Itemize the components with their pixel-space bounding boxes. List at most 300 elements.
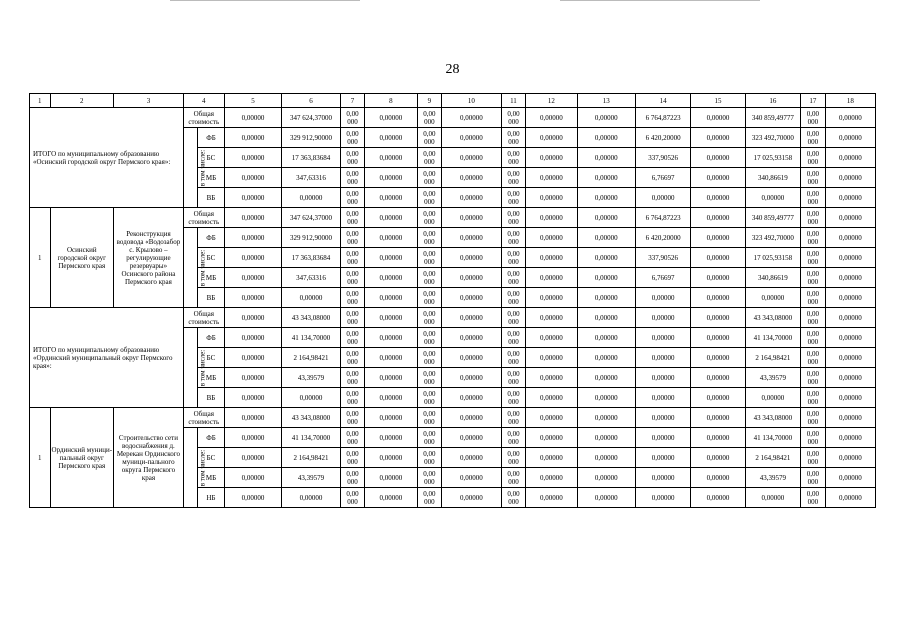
header-row (30, 94, 876, 108)
value-cell: 0,00000 (526, 328, 577, 348)
within-label: в том числе: (198, 449, 207, 486)
value-cell: 0,00 000 (417, 468, 442, 488)
value-cell: 0,00000 (635, 288, 690, 308)
top-rule-left (170, 0, 360, 1)
source-label: БС (198, 448, 225, 468)
within-label: в том числе: (198, 249, 207, 286)
value-cell: 0,00000 (224, 348, 281, 368)
value-cell: 41 134,70000 (282, 328, 340, 348)
within-label-cell (183, 328, 207, 408)
value-cell: 17 025,93158 (745, 148, 800, 168)
value-cell: 0,00000 (365, 328, 417, 348)
value-cell: 0,00000 (691, 168, 745, 188)
value-cell: 43,39579 (282, 368, 340, 388)
value-cell: 41 134,70000 (282, 428, 340, 448)
value-cell: 0,00000 (442, 348, 501, 368)
value-cell: 0,00000 (442, 468, 501, 488)
value-cell: 0,00 000 (801, 448, 826, 468)
value-cell: 0,00000 (691, 228, 745, 248)
item-number: 1 (30, 208, 51, 308)
value-cell: 0,00 000 (417, 348, 442, 368)
value-cell: 0,00000 (577, 128, 635, 148)
value-cell: 323 492,70000 (745, 128, 800, 148)
value-cell: 0,00 000 (340, 428, 365, 448)
value-cell: 0,00000 (577, 448, 635, 468)
value-cell: 0,00 000 (340, 128, 365, 148)
value-cell: 0,00000 (526, 308, 577, 328)
source-label: БС (198, 348, 225, 368)
value-cell: 0,00000 (745, 388, 800, 408)
value-cell: 0,00000 (442, 328, 501, 348)
value-cell: 0,00 000 (417, 268, 442, 288)
source-label: МБ (198, 468, 225, 488)
value-cell: 0,00000 (635, 448, 690, 468)
value-cell: 0,00000 (224, 208, 281, 228)
value-cell: 0,00000 (442, 268, 501, 288)
value-cell: 0,00000 (691, 308, 745, 328)
value-cell: 0,00 000 (501, 248, 526, 268)
header-cell: 10 (442, 94, 501, 108)
value-cell: 0,00000 (442, 388, 501, 408)
within-label-cell (183, 428, 207, 508)
value-cell: 0,00 000 (501, 208, 526, 228)
header-cell: 5 (224, 94, 281, 108)
value-cell: 0,00 000 (340, 148, 365, 168)
value-cell: 0,00 000 (501, 348, 526, 368)
value-cell: 0,00000 (825, 488, 875, 508)
value-cell: 340,86619 (745, 168, 800, 188)
value-cell: 0,00000 (526, 348, 577, 368)
value-cell: 0,00 000 (340, 248, 365, 268)
value-cell: 6,76697 (635, 168, 690, 188)
value-cell: 0,00000 (526, 228, 577, 248)
value-cell: 0,00000 (825, 208, 875, 228)
value-cell: 0,00000 (224, 448, 281, 468)
value-cell: 0,00 000 (501, 148, 526, 168)
value-cell: 340 859,49777 (745, 208, 800, 228)
value-cell: 0,00000 (577, 408, 635, 428)
value-cell: 347,63316 (282, 168, 340, 188)
value-cell: 0,00 000 (501, 108, 526, 128)
total-row (30, 308, 876, 328)
value-cell: 0,00000 (526, 108, 577, 128)
value-cell: 0,00000 (526, 448, 577, 468)
value-cell: 0,00 000 (340, 348, 365, 368)
value-cell: 6 420,20000 (635, 128, 690, 148)
value-cell: 0,00000 (442, 188, 501, 208)
value-cell: 0,00000 (577, 348, 635, 368)
value-cell: 0,00000 (224, 108, 281, 128)
value-cell: 0,00000 (282, 388, 340, 408)
value-cell: 0,00000 (365, 128, 417, 148)
source-label: МБ (198, 168, 225, 188)
value-cell: 0,00 000 (801, 428, 826, 448)
value-cell: 0,00000 (365, 488, 417, 508)
value-cell: 0,00000 (442, 208, 501, 228)
value-cell: 0,00 000 (417, 188, 442, 208)
value-cell: 0,00000 (825, 448, 875, 468)
value-cell: 0,00000 (577, 268, 635, 288)
value-cell: 0,00000 (442, 248, 501, 268)
source-label: ФБ (198, 328, 225, 348)
value-cell: 337,90526 (635, 248, 690, 268)
value-cell: 0,00000 (526, 388, 577, 408)
source-label: Общая стоимость (183, 408, 224, 428)
value-cell: 0,00000 (635, 308, 690, 328)
value-cell: 0,00000 (691, 488, 745, 508)
value-cell: 0,00000 (224, 128, 281, 148)
value-cell: 43,39579 (282, 468, 340, 488)
value-cell: 0,00000 (442, 448, 501, 468)
value-cell: 0,00000 (442, 228, 501, 248)
value-cell: 0,00000 (825, 328, 875, 348)
value-cell: 0,00 000 (417, 228, 442, 248)
value-cell: 0,00000 (442, 108, 501, 128)
within-label-cell (183, 228, 207, 308)
value-cell: 0,00 000 (340, 468, 365, 488)
value-cell: 43 343,08000 (282, 308, 340, 328)
value-cell: 0,00000 (745, 488, 800, 508)
source-label: ФБ (198, 128, 225, 148)
value-cell: 0,00 000 (417, 388, 442, 408)
source-label: ФБ (198, 228, 225, 248)
value-cell: 17 363,83684 (282, 248, 340, 268)
value-cell: 0,00000 (224, 148, 281, 168)
value-cell: 0,00000 (691, 348, 745, 368)
header-cell: 2 (50, 94, 114, 108)
value-cell: 0,00 000 (501, 288, 526, 308)
value-cell: 0,00000 (691, 188, 745, 208)
value-cell: 0,00000 (365, 368, 417, 388)
value-cell: 0,00000 (635, 408, 690, 428)
value-cell: 2 164,98421 (745, 348, 800, 368)
value-cell: 0,00000 (825, 368, 875, 388)
value-cell: 0,00 000 (801, 348, 826, 368)
value-cell: 0,00 000 (501, 308, 526, 328)
item-number: 1 (30, 408, 51, 508)
header-cell: 14 (635, 94, 690, 108)
value-cell: 0,00 000 (801, 208, 826, 228)
value-cell: 0,00 000 (801, 188, 826, 208)
value-cell: 0,00 000 (417, 428, 442, 448)
value-cell: 0,00000 (825, 468, 875, 488)
value-cell: 337,90526 (635, 148, 690, 168)
value-cell: 0,00 000 (801, 268, 826, 288)
header-cell: 7 (340, 94, 365, 108)
value-cell: 0,00000 (691, 408, 745, 428)
value-cell: 0,00 000 (801, 148, 826, 168)
value-cell: 0,00000 (442, 168, 501, 188)
value-cell: 0,00 000 (340, 408, 365, 428)
value-cell: 0,00000 (825, 188, 875, 208)
value-cell: 0,00 000 (417, 128, 442, 148)
within-label-cell (183, 128, 207, 208)
value-cell: 0,00000 (825, 248, 875, 268)
value-cell: 340 859,49777 (745, 108, 800, 128)
value-cell: 0,00000 (365, 288, 417, 308)
total-title: ИТОГО по муниципальному образованию «Осинский городской округ Пермского края»: (30, 108, 184, 208)
value-cell: 0,00 000 (340, 208, 365, 228)
top-rule-right (560, 0, 760, 1)
value-cell: 0,00 000 (501, 468, 526, 488)
value-cell: 0,00000 (224, 248, 281, 268)
value-cell: 0,00000 (577, 428, 635, 448)
value-cell: 0,00000 (577, 228, 635, 248)
value-cell: 0,00000 (224, 308, 281, 328)
value-cell: 0,00 000 (340, 268, 365, 288)
source-label: Общая стоимость (183, 308, 224, 328)
value-cell: 0,00000 (526, 288, 577, 308)
value-cell: 0,00 000 (501, 428, 526, 448)
value-cell: 0,00 000 (801, 308, 826, 328)
value-cell: 0,00000 (691, 328, 745, 348)
value-cell: 41 134,70000 (745, 328, 800, 348)
value-cell: 0,00000 (526, 428, 577, 448)
value-cell: 0,00 000 (801, 388, 826, 408)
value-cell: 0,00000 (365, 168, 417, 188)
value-cell: 0,00000 (825, 428, 875, 448)
header-cell: 18 (825, 94, 875, 108)
value-cell: 0,00000 (825, 228, 875, 248)
value-cell: 41 134,70000 (745, 428, 800, 448)
value-cell: 0,00000 (691, 448, 745, 468)
value-cell: 0,00000 (224, 328, 281, 348)
value-cell: 0,00 000 (501, 188, 526, 208)
value-cell: 0,00000 (635, 488, 690, 508)
value-cell: 0,00000 (365, 208, 417, 228)
header-cell: 8 (365, 94, 417, 108)
source-label: НБ (198, 488, 225, 508)
value-cell: 329 912,90000 (282, 228, 340, 248)
funding-table (29, 93, 876, 508)
value-cell: 0,00 000 (801, 488, 826, 508)
value-cell: 0,00000 (365, 248, 417, 268)
value-cell: 17 025,93158 (745, 248, 800, 268)
value-cell: 0,00 000 (501, 448, 526, 468)
funding-table-wrapper (29, 93, 876, 508)
value-cell: 0,00 000 (340, 188, 365, 208)
header-cell: 3 (114, 94, 184, 108)
page-number: 28 (445, 62, 460, 77)
value-cell: 0,00 000 (501, 268, 526, 288)
value-cell: 0,00000 (691, 288, 745, 308)
value-cell: 0,00000 (365, 308, 417, 328)
value-cell: 0,00000 (691, 268, 745, 288)
value-cell: 340,86619 (745, 268, 800, 288)
value-cell: 0,00000 (635, 188, 690, 208)
value-cell: 0,00 000 (340, 448, 365, 468)
value-cell: 0,00 000 (340, 308, 365, 328)
value-cell: 0,00000 (577, 248, 635, 268)
value-cell: 0,00000 (691, 368, 745, 388)
value-cell: 0,00 000 (417, 488, 442, 508)
value-cell: 0,00 000 (501, 328, 526, 348)
object-name: Реконструкция водовода «Водозабор с. Крылово – регулирующие резервуары» Осинского района Пермского края (114, 208, 184, 308)
value-cell: 0,00000 (224, 228, 281, 248)
value-cell: 0,00000 (577, 308, 635, 328)
value-cell: 43,39579 (745, 468, 800, 488)
value-cell: 0,00 000 (501, 408, 526, 428)
value-cell: 0,00 000 (801, 248, 826, 268)
value-cell: 0,00000 (577, 148, 635, 168)
value-cell: 0,00000 (825, 108, 875, 128)
value-cell: 0,00000 (526, 148, 577, 168)
value-cell: 2 164,98421 (745, 448, 800, 468)
value-cell: 0,00000 (526, 408, 577, 428)
value-cell: 0,00000 (825, 168, 875, 188)
value-cell: 0,00 000 (501, 368, 526, 388)
value-cell: 0,00000 (577, 388, 635, 408)
value-cell: 0,00000 (224, 268, 281, 288)
value-cell: 2 164,98421 (282, 448, 340, 468)
header-cell: 12 (526, 94, 577, 108)
value-cell: 0,00000 (224, 288, 281, 308)
value-cell: 0,00000 (365, 268, 417, 288)
value-cell: 0,00000 (442, 488, 501, 508)
value-cell: 6 764,87223 (635, 108, 690, 128)
value-cell: 0,00000 (442, 288, 501, 308)
source-label: ФБ (198, 428, 225, 448)
value-cell: 0,00000 (825, 128, 875, 148)
value-cell: 0,00000 (691, 248, 745, 268)
value-cell: 0,00000 (282, 288, 340, 308)
value-cell: 0,00 000 (417, 328, 442, 348)
value-cell: 0,00000 (526, 468, 577, 488)
value-cell: 0,00000 (691, 388, 745, 408)
source-label: ВБ (198, 288, 225, 308)
value-cell: 0,00000 (635, 348, 690, 368)
value-cell: 0,00000 (442, 148, 501, 168)
header-cell: 11 (501, 94, 526, 108)
value-cell: 0,00000 (365, 468, 417, 488)
value-cell: 0,00000 (577, 368, 635, 388)
source-label: МБ (198, 368, 225, 388)
value-cell: 0,00000 (365, 148, 417, 168)
value-cell: 0,00000 (526, 208, 577, 228)
value-cell: 0,00000 (825, 288, 875, 308)
value-cell: 0,00000 (224, 368, 281, 388)
value-cell: 0,00000 (224, 188, 281, 208)
source-label: Общая стоимость (183, 208, 224, 228)
value-cell: 2 164,98421 (282, 348, 340, 368)
header-cell: 6 (282, 94, 340, 108)
value-cell: 0,00000 (691, 128, 745, 148)
value-cell: 0,00000 (224, 488, 281, 508)
value-cell: 0,00000 (442, 308, 501, 328)
value-cell: 0,00 000 (417, 368, 442, 388)
value-cell: 43 343,08000 (745, 408, 800, 428)
value-cell: 43 343,08000 (745, 308, 800, 328)
value-cell: 0,00000 (635, 328, 690, 348)
value-cell: 0,00000 (577, 328, 635, 348)
value-cell: 0,00 000 (417, 108, 442, 128)
value-cell: 0,00000 (691, 148, 745, 168)
value-cell: 0,00000 (577, 168, 635, 188)
value-cell: 0,00 000 (801, 108, 826, 128)
value-cell: 43,39579 (745, 368, 800, 388)
item-row (30, 208, 876, 228)
value-cell: 323 492,70000 (745, 228, 800, 248)
value-cell: 0,00000 (635, 428, 690, 448)
value-cell: 43 343,08000 (282, 408, 340, 428)
source-label: Общая стоимость (183, 108, 224, 128)
object-name: Строительство сети водоснабжения д. Мерекан Ординского муници-пального округа Пермского края (114, 408, 184, 508)
municipality-name: Осинский городской округ Пермского края (50, 208, 114, 308)
value-cell: 0,00 000 (801, 288, 826, 308)
value-cell: 0,00000 (825, 388, 875, 408)
value-cell: 0,00000 (365, 408, 417, 428)
value-cell: 0,00 000 (340, 328, 365, 348)
value-cell: 0,00 000 (340, 228, 365, 248)
value-cell: 0,00000 (691, 208, 745, 228)
value-cell: 0,00000 (526, 188, 577, 208)
value-cell: 0,00000 (526, 268, 577, 288)
value-cell: 0,00000 (365, 388, 417, 408)
value-cell: 0,00000 (691, 468, 745, 488)
value-cell: 0,00 000 (801, 128, 826, 148)
value-cell: 329 912,90000 (282, 128, 340, 148)
value-cell: 347,63316 (282, 268, 340, 288)
value-cell: 0,00000 (825, 268, 875, 288)
value-cell: 0,00000 (825, 308, 875, 328)
value-cell: 0,00 000 (801, 468, 826, 488)
value-cell: 6 420,20000 (635, 228, 690, 248)
value-cell: 0,00000 (526, 488, 577, 508)
value-cell: 0,00000 (635, 388, 690, 408)
value-cell: 0,00 000 (801, 228, 826, 248)
value-cell: 0,00000 (577, 188, 635, 208)
header-cell: 17 (801, 94, 826, 108)
value-cell: 0,00 000 (801, 328, 826, 348)
value-cell: 0,00000 (635, 468, 690, 488)
value-cell: 0,00000 (224, 468, 281, 488)
value-cell: 0,00000 (526, 128, 577, 148)
value-cell: 0,00000 (442, 428, 501, 448)
municipality-name: Ординский муници-пальный округ Пермского края (50, 408, 114, 508)
source-label: БС (198, 148, 225, 168)
value-cell: 6,76697 (635, 268, 690, 288)
value-cell: 0,00000 (365, 348, 417, 368)
value-cell: 0,00000 (365, 448, 417, 468)
value-cell: 0,00 000 (340, 488, 365, 508)
value-cell: 0,00 000 (340, 108, 365, 128)
total-row (30, 108, 876, 128)
value-cell: 0,00 000 (340, 388, 365, 408)
value-cell: 0,00 000 (417, 308, 442, 328)
value-cell: 0,00 000 (501, 228, 526, 248)
within-label: в том числе: (198, 349, 207, 386)
value-cell: 0,00 000 (417, 248, 442, 268)
value-cell: 0,00000 (825, 348, 875, 368)
header-cell: 1 (30, 94, 51, 108)
value-cell: 0,00000 (365, 428, 417, 448)
value-cell: 0,00000 (365, 228, 417, 248)
value-cell: 0,00 000 (417, 168, 442, 188)
value-cell: 0,00000 (365, 108, 417, 128)
value-cell: 17 363,83684 (282, 148, 340, 168)
value-cell: 0,00000 (442, 408, 501, 428)
value-cell: 0,00000 (745, 188, 800, 208)
value-cell: 0,00 000 (501, 488, 526, 508)
value-cell: 347 624,37000 (282, 108, 340, 128)
value-cell: 0,00 000 (801, 368, 826, 388)
value-cell: 0,00000 (442, 368, 501, 388)
source-label: ВБ (198, 188, 225, 208)
value-cell: 0,00000 (691, 428, 745, 448)
value-cell: 0,00 000 (501, 128, 526, 148)
value-cell: 0,00000 (825, 408, 875, 428)
value-cell: 0,00000 (635, 368, 690, 388)
